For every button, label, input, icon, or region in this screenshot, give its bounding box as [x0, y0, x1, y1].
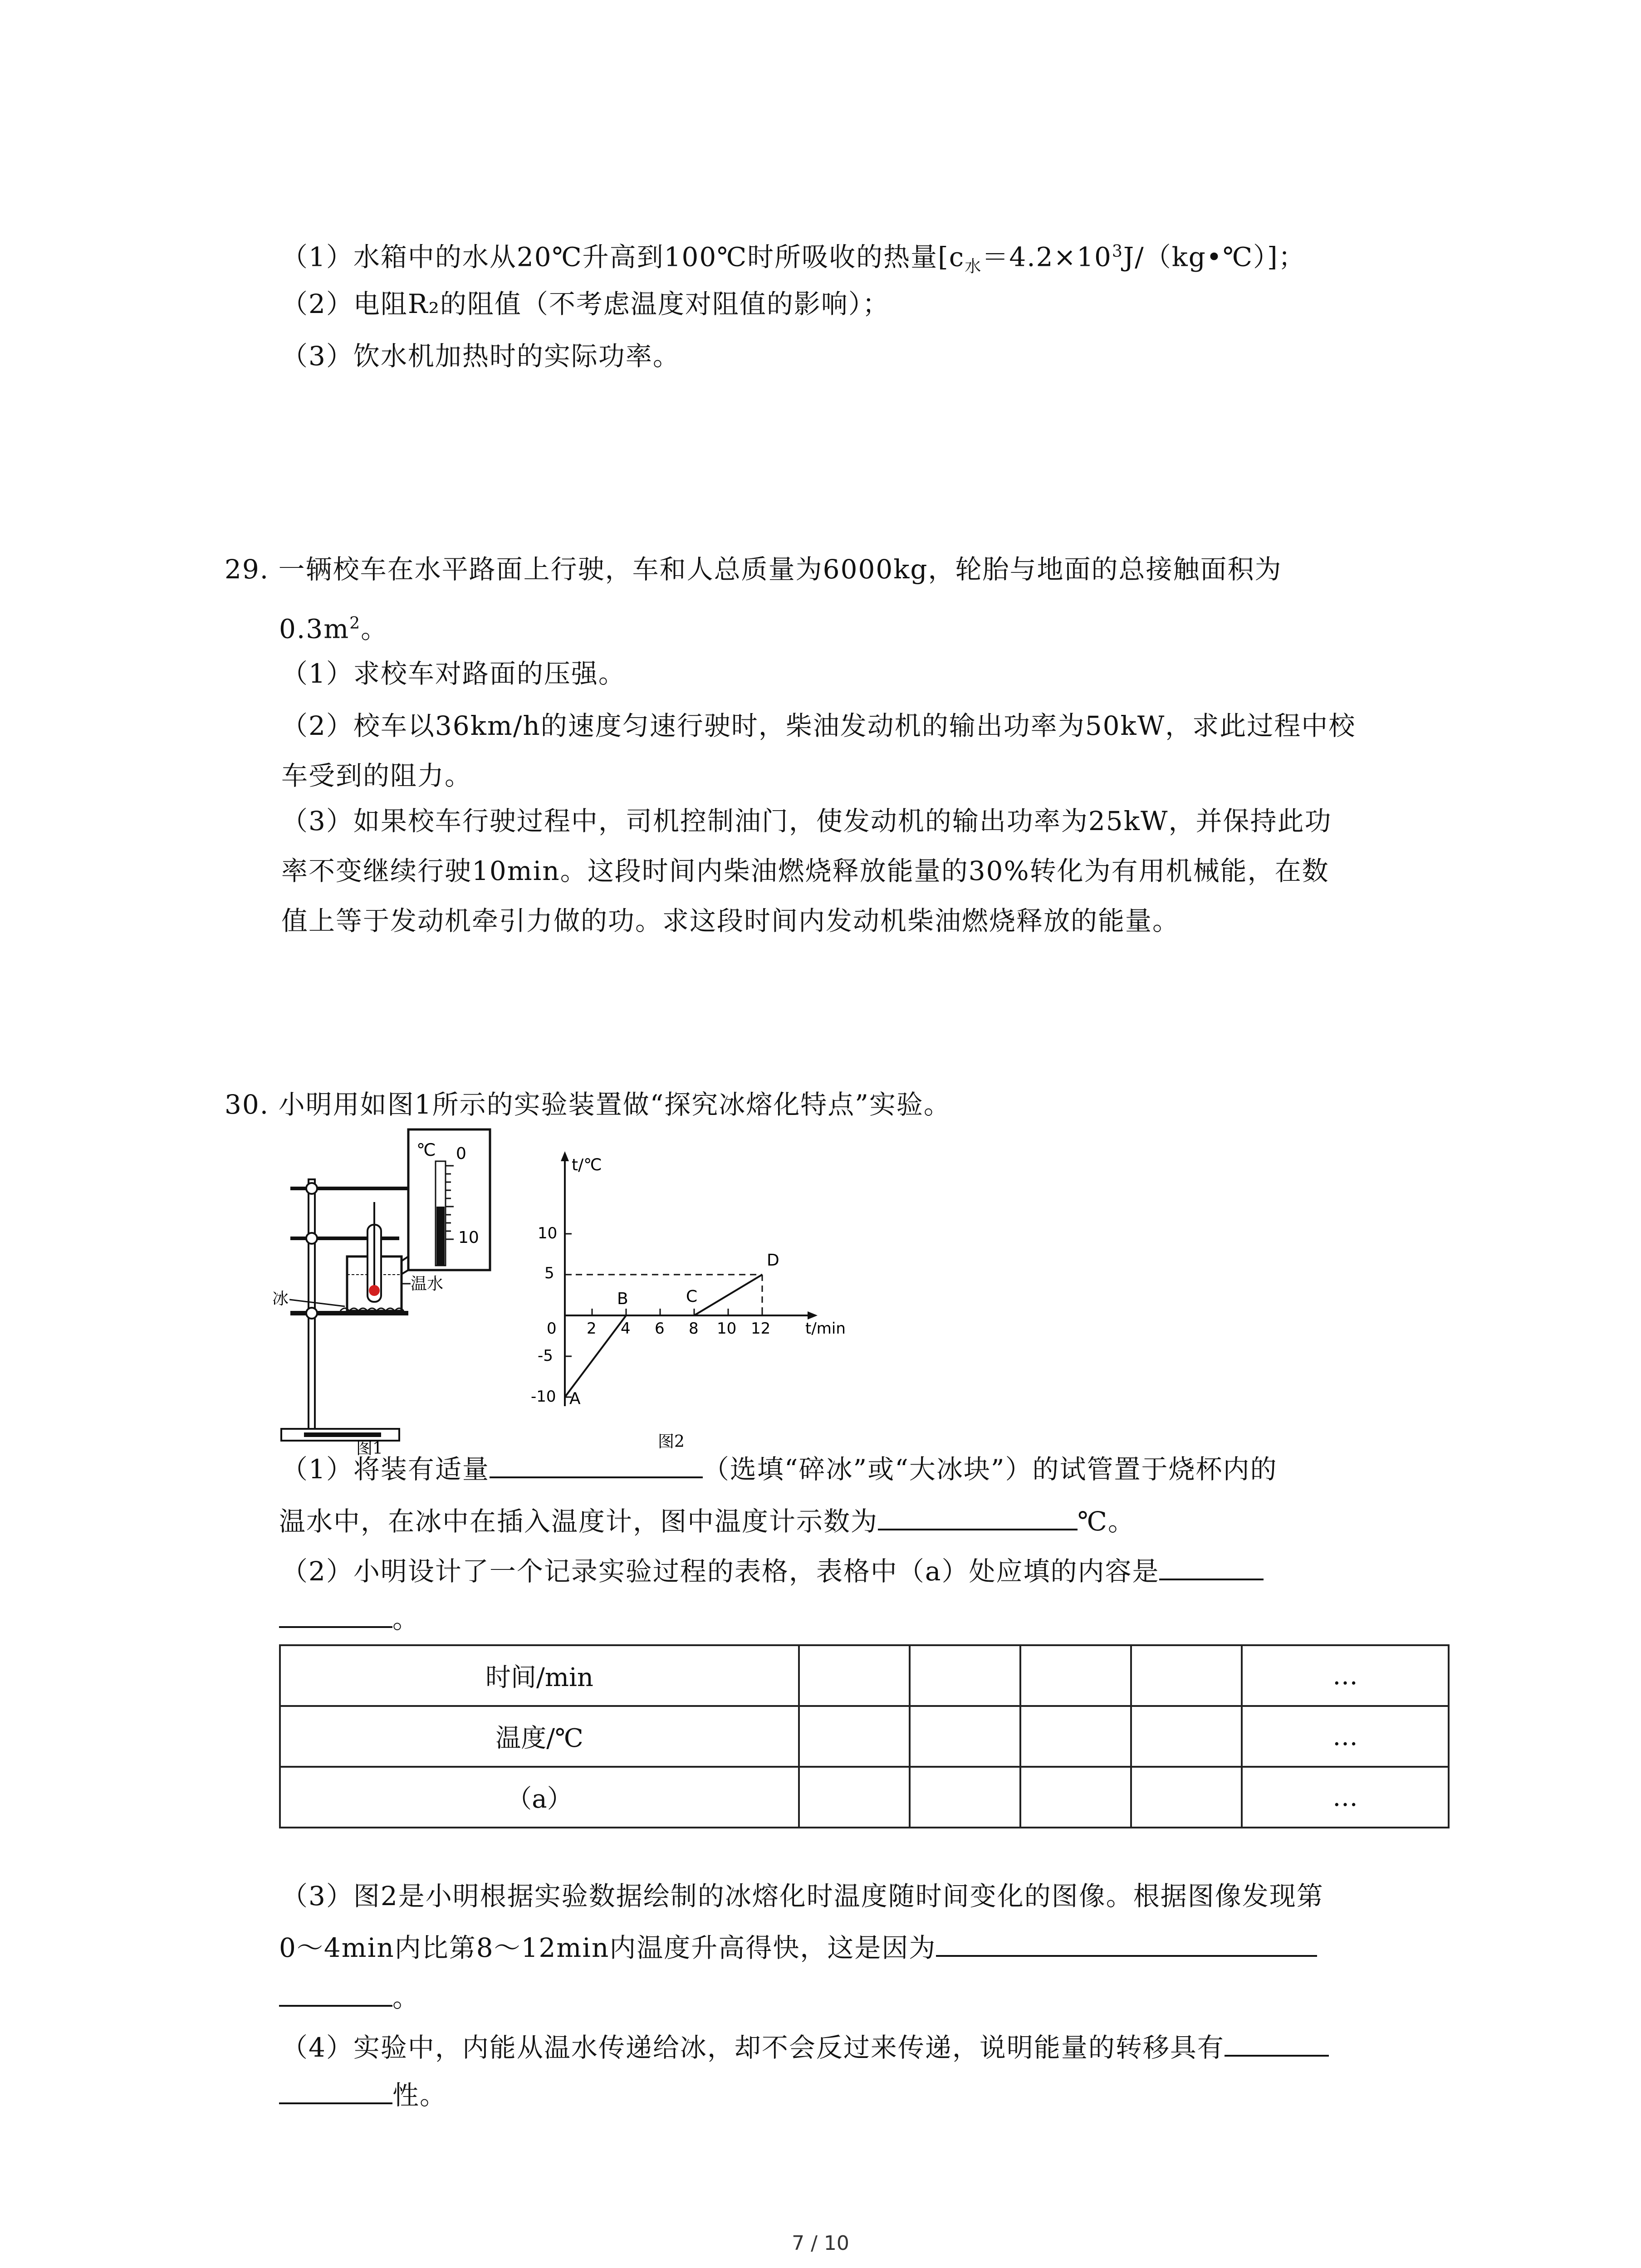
table-cell[interactable] — [799, 1767, 910, 1828]
q29-area-superscript: 2 — [349, 614, 361, 633]
table-cell[interactable] — [1131, 1706, 1242, 1767]
x-tick-10: 10 — [717, 1320, 737, 1338]
q30-sub4-line2 — [279, 2075, 447, 2113]
x-tick-8: 8 — [689, 1320, 699, 1338]
table-cell[interactable] — [910, 1706, 1020, 1767]
q30-sub1-text-a: （1）将装有适量 — [281, 1454, 490, 1485]
q28-sub1-text-c: J/（kg•℃）]； — [1123, 241, 1306, 273]
q30-sub2-text: （2）小明设计了一个记录实验过程的表格，表格中（a）处应填的内容是 — [281, 1556, 1160, 1587]
q28-sub1-superscript: 3 — [1112, 242, 1123, 261]
q29-sub2-line1: （2）校车以36km/h的速度匀速行驶时，柴油发动机的输出功率为50kW，求此过程中校 — [281, 710, 1356, 741]
q30-sub2-line1 — [281, 1551, 1264, 1589]
table-cell[interactable] — [910, 1767, 1020, 1828]
table-row — [280, 1767, 1449, 1828]
stand-rod — [309, 1179, 315, 1433]
table-cell-ellipsis: … — [1242, 1645, 1449, 1706]
answer-blank-reason-part1[interactable] — [936, 1928, 1317, 1957]
table-cell[interactable] — [799, 1645, 910, 1706]
table-row — [280, 1645, 1449, 1706]
q30-sub4-end: 性。 — [392, 2080, 447, 2111]
q29-sub1: （1）求校车对路面的压强。 — [281, 658, 626, 689]
y-tick-10: 10 — [538, 1224, 558, 1242]
q29-sub3-line1: （3）如果校车行驶过程中，司机控制油门，使发动机的输出功率为25kW，并保持此功 — [281, 806, 1332, 836]
x-axis-label: t/min — [805, 1320, 846, 1338]
q30-sub3-line2 — [279, 1928, 1317, 1966]
q30-sub1-text-d: ℃。 — [1078, 1506, 1135, 1537]
row-label-a: （a） — [280, 1767, 799, 1828]
origin-label: 0 — [547, 1320, 557, 1338]
answer-blank-direction-part1[interactable] — [1225, 2028, 1329, 2057]
table-cell[interactable] — [799, 1706, 910, 1767]
q29-stem-line1: 29. 一辆校车在水平路面上行驶，车和人总质量为6000kg，轮胎与地面的总接触面积为 — [225, 554, 1282, 585]
q30-sub4-text: （4）实验中，内能从温水传递给冰，却不会反过来传递，说明能量的转移具有 — [281, 2032, 1225, 2063]
thermometer-scale-bottom: 10 — [458, 1228, 479, 1247]
q29-area-value: 0.3m — [279, 613, 350, 645]
q28-sub1-text-b: ＝4.2×10 — [982, 241, 1112, 273]
table-cell[interactable] — [1020, 1645, 1131, 1706]
q30-sub2-line2 — [279, 1599, 420, 1637]
answer-blank-reason-part2[interactable] — [279, 1978, 392, 2007]
q29-sub3-line2: 率不变继续行驶10min。这段时间内柴油燃烧释放能量的30%转化为有用机械能，在数 — [281, 855, 1329, 886]
answer-blank-table-a-part1[interactable] — [1159, 1551, 1264, 1580]
table-cell[interactable] — [1020, 1767, 1131, 1828]
q30-sub3-line3 — [279, 1978, 420, 2016]
record-table — [279, 1644, 1450, 1828]
y-tick-5: 5 — [544, 1264, 554, 1282]
row-label-temperature: 温度/℃ — [280, 1706, 799, 1767]
q30-sub3-text: 0～4min内比第8～12min内温度升高得快，这是因为 — [279, 1932, 936, 1963]
thermometer-scale-top: 0 — [456, 1144, 466, 1163]
figure-2-caption: 图2 — [658, 1432, 685, 1451]
y-axis-label: t/℃ — [572, 1156, 602, 1174]
answer-blank-direction-part2[interactable] — [279, 2075, 392, 2104]
figure-1-caption: 图1 — [356, 1439, 383, 1456]
y-tick-minus5: -5 — [538, 1347, 553, 1365]
figure-1-apparatus — [272, 1120, 508, 1456]
point-A: A — [569, 1389, 581, 1408]
q29-stem-end: 。 — [361, 613, 388, 645]
q28-sub3: （3）饮水机加热时的实际功率。 — [281, 341, 680, 371]
x-tick-6: 6 — [655, 1320, 665, 1338]
y-tick-minus10: -10 — [531, 1388, 556, 1406]
q30-sub1-line1 — [281, 1449, 1278, 1487]
answer-blank-thermometer-reading[interactable] — [878, 1501, 1078, 1530]
table-cell[interactable] — [1131, 1767, 1242, 1828]
table-cell-ellipsis: … — [1242, 1706, 1449, 1767]
page-number: 7 / 10 — [792, 2232, 849, 2255]
q30-sub3-line1: （3）图2是小明根据实验数据绘制的冰熔化时温度随时间变化的图像。根据图像发现第 — [281, 1881, 1324, 1911]
q30-sub1-text-b: （选填“碎冰”或“大冰块”）的试管置于烧杯内的 — [702, 1454, 1278, 1485]
answer-blank-ice-type[interactable] — [490, 1449, 703, 1478]
thermometer-liquid-column — [436, 1207, 445, 1266]
row-label-time: 时间/min — [280, 1645, 799, 1706]
q30-sub2-end: 。 — [392, 1603, 420, 1634]
q28-sub1-text-a: （1）水箱中的水从20℃升高到100℃时所吸收的热量[c — [281, 241, 965, 273]
q30-sub1-line2 — [279, 1501, 1135, 1540]
q30-stem: 30. 小明用如图1所示的实验装置做“探究冰熔化特点”实验。 — [225, 1089, 951, 1120]
x-tick-2: 2 — [587, 1320, 597, 1338]
table-cell[interactable] — [1020, 1706, 1131, 1767]
q29-sub2-line2: 车受到的阻力。 — [281, 760, 472, 791]
point-B: B — [617, 1290, 628, 1308]
q30-sub3-end: 。 — [392, 1982, 420, 2013]
label-warm-water: 温水 — [411, 1275, 444, 1293]
q30-sub1-text-c: 温水中，在冰中在插入温度计，图中温度计示数为 — [279, 1506, 878, 1537]
table-cell[interactable] — [1131, 1645, 1242, 1706]
q29-stem-line2 — [279, 606, 388, 647]
q28-sub1 — [281, 234, 1306, 285]
table-row — [280, 1706, 1449, 1767]
x-tick-4: 4 — [621, 1320, 631, 1338]
figure-2-graph — [522, 1148, 876, 1456]
answer-blank-table-a-part2[interactable] — [279, 1599, 392, 1628]
x-tick-12: 12 — [751, 1320, 771, 1338]
y-tick-labels — [531, 1224, 557, 1406]
x-tick-labels — [587, 1320, 770, 1338]
q30-sub4-line1 — [281, 2028, 1329, 2066]
q28-sub1-subscript: 水 — [965, 257, 982, 276]
point-C: C — [686, 1287, 698, 1306]
thermometer-unit: ℃ — [416, 1140, 436, 1160]
label-ice: 冰 — [272, 1290, 289, 1308]
table-cell[interactable] — [910, 1645, 1020, 1706]
q29-sub3-line3: 值上等于发动机牵引力做的功。求这段时间内发动机柴油燃烧释放的能量。 — [281, 905, 1180, 936]
point-D: D — [767, 1251, 779, 1270]
q28-sub2: （2）电阻R₂的阻值（不考虑温度对阻值的影响）； — [281, 288, 890, 319]
table-cell-ellipsis: … — [1242, 1767, 1449, 1828]
thermometer-bulb — [369, 1285, 380, 1296]
